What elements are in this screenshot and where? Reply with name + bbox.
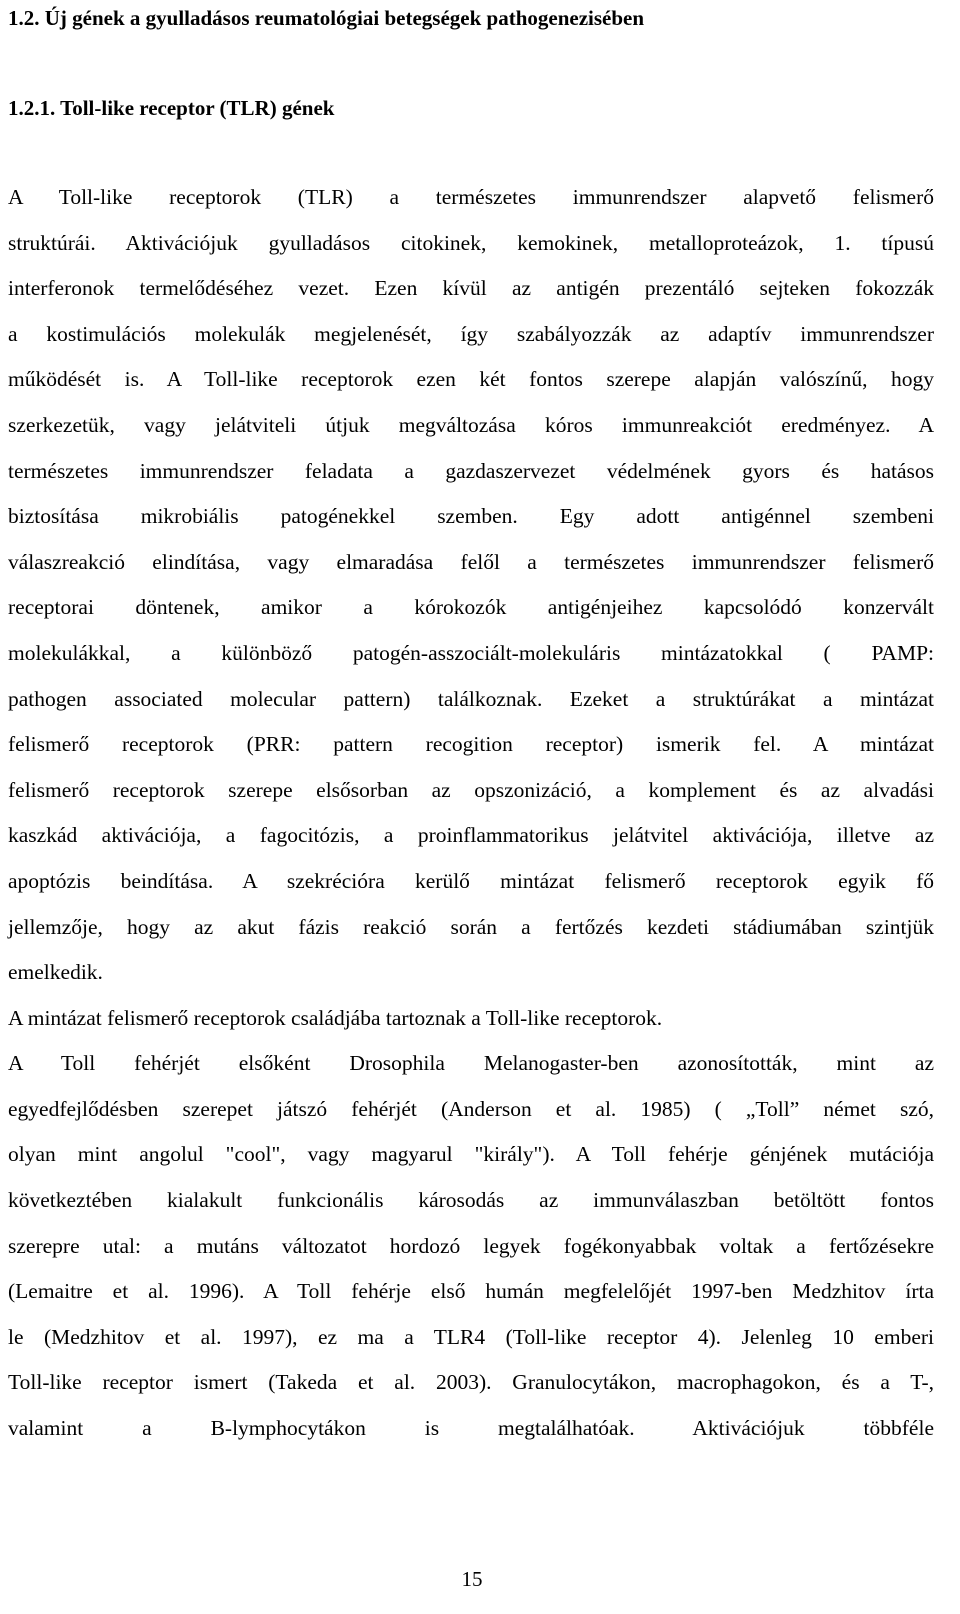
- text-line: emelkedik.: [8, 960, 103, 985]
- text-line: A mintázat felismerő receptorok családjába tartoznak a Toll-like receptorok.: [8, 1005, 663, 1030]
- text-line: kaszkád aktivációja, a fagocitózis, a proinflammatorikus jelátvitel aktivációja, illetve az: [8, 823, 934, 848]
- text-line: A Toll fehérjét elsőként Drosophila Melanogaster-ben azonosították, mint az: [8, 1051, 934, 1076]
- text-line: szerepre utal: a mutáns változatot hordozó legyek fogékonyabbak voltak a fertőzésekre: [8, 1233, 934, 1258]
- text-line: szerkezetük, vagy jelátviteli útjuk megváltozása kóros immunreakciót eredményez. A: [8, 412, 934, 437]
- text-line: pathogen associated molecular pattern) találkoznak. Ezeket a struktúrákat a mintázat: [8, 686, 934, 711]
- text-line: interferonok termelődéséhez vezet. Ezen kívül az antigén prezentáló sejteken fokozzák: [8, 276, 934, 301]
- text-line: (Lemaitre et al. 1996). A Toll fehérje első humán megfelelőjét 1997-ben Medzhitov írta: [8, 1279, 934, 1304]
- text-line: A Toll-like receptorok (TLR) a természetes immunrendszer alapvető felismerő: [8, 185, 934, 209]
- text-line: struktúrái. Aktivációjuk gyulladásos citokinek, kemokinek, metalloproteázok, 1. típusú: [8, 230, 934, 255]
- text-line: biztosítása mikrobiális patogénekkel szemben. Egy adott antigénnel szembeni: [8, 504, 934, 529]
- text-line: apoptózis beindítása. A szekrécióra kerülő mintázat felismerő receptorok egyik fő: [8, 868, 934, 893]
- text-line: felismerő receptorok szerepe elsősorban az opszonizáció, a komplement és az alvadási: [8, 777, 934, 802]
- text-line: le (Medzhitov et al. 1997), ez ma a TLR4 (Toll-like receptor 4). Jelenleg 10 emberi: [8, 1324, 934, 1349]
- text-line: természetes immunrendszer feladata a gazdaszervezet védelmének gyors és hatásos: [8, 458, 934, 483]
- text-line: jellemzője, hogy az akut fázis reakció során a fertőzés kezdeti stádiumában szintjük: [8, 914, 934, 939]
- page-number: 15: [461, 1567, 483, 1591]
- text-line: a kostimulációs molekulák megjelenését, így szabályozzák az adaptív immunrendszer: [8, 321, 934, 346]
- text-line: működését is. A Toll-like receptorok ezen két fontos szerepe alapján valószínű, hogy: [8, 367, 934, 392]
- text-line: molekulákkal, a különböző patogén-asszociált-molekuláris mintázatokkal ( PAMP:: [8, 640, 934, 665]
- text-line: receptorai döntenek, amikor a kórokozók antigénjeihez kapcsolódó konzervált: [8, 595, 934, 620]
- section-heading: 1.2. Új gének a gyulladásos reumatológiai betegségek pathogenezisében: [8, 6, 645, 30]
- subsection-heading: 1.2.1. Toll-like receptor (TLR) gének: [8, 96, 335, 120]
- text-line: felismerő receptorok (PRR: pattern recogition receptor) ismerik fel. A mintázat: [8, 732, 934, 757]
- text-line: Toll-like receptor ismert (Takeda et al. 2003). Granulocytákon, macrophagokon, és a T-,: [8, 1370, 934, 1395]
- body-text: [8, 182, 934, 1459]
- text-line: válaszreakció elindítása, vagy elmaradása felől a természetes immunrendszer felismerő: [8, 549, 934, 574]
- text-line: olyan mint angolul "cool", vagy magyarul "király"). A Toll fehérje génjének mutációja: [8, 1142, 934, 1167]
- text-line: következtében kialakult funkcionális károsodás az immunválaszban betöltött fontos: [8, 1188, 934, 1213]
- text-line: valamint a B-lymphocytákon is megtalálhatóak. Aktivációjuk többféle: [8, 1416, 934, 1441]
- text-line: egyedfejlődésben szerepet játszó fehérjét (Anderson et al. 1985) ( „Toll” német szó,: [8, 1096, 934, 1121]
